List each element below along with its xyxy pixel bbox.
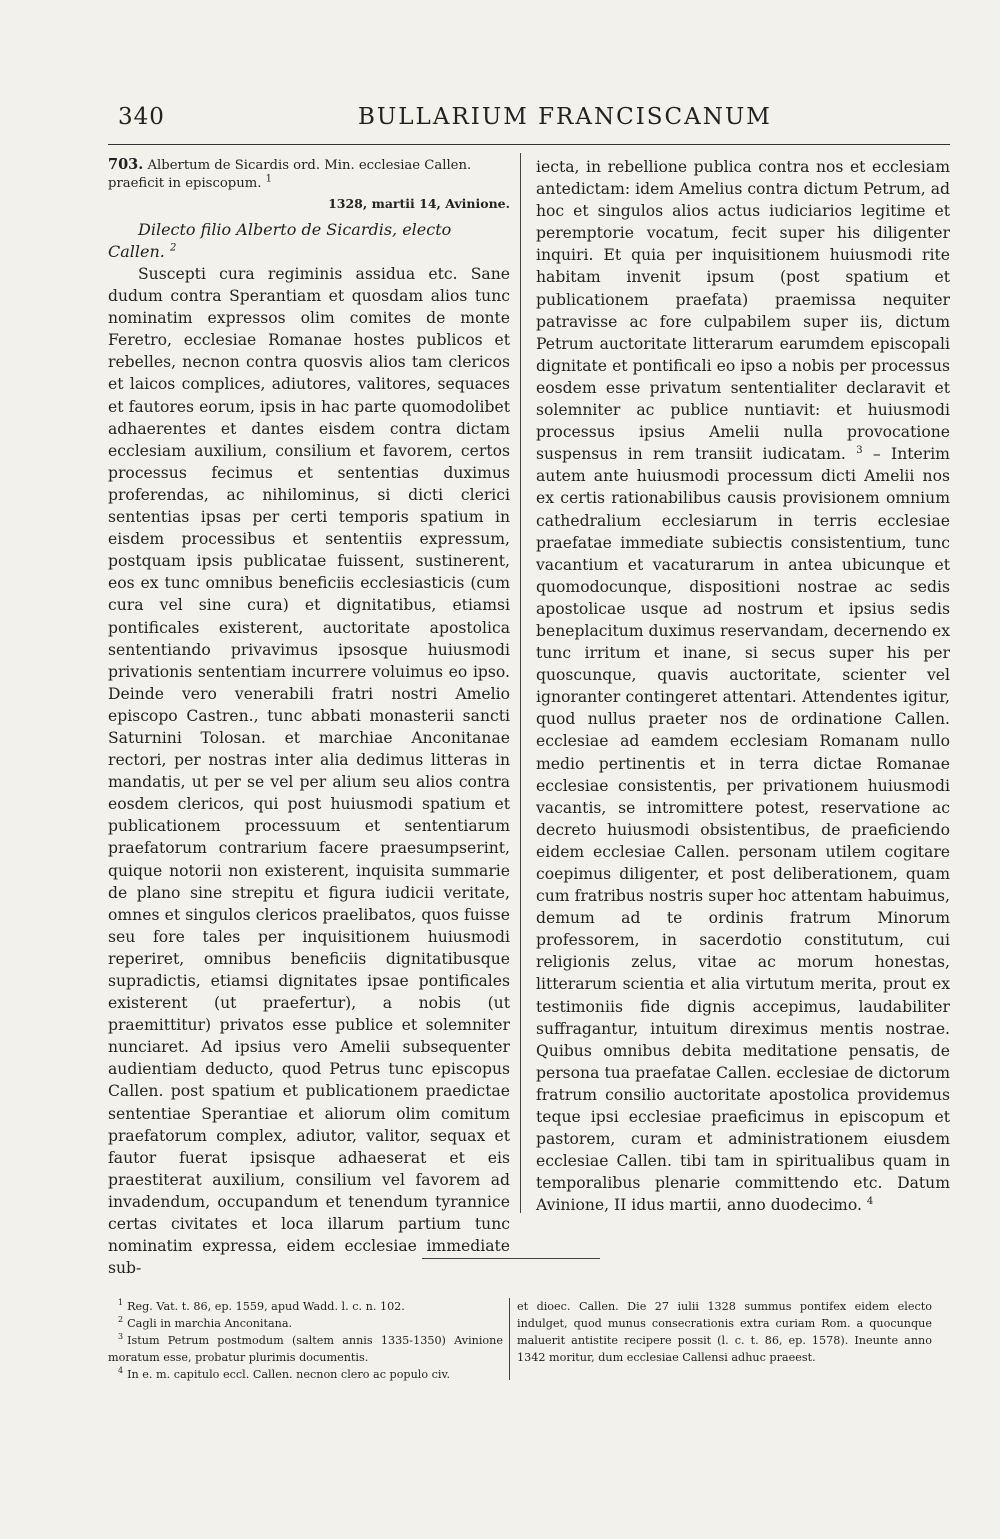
header-rule — [108, 144, 950, 145]
footnote-mark: 1 — [118, 1298, 124, 1308]
body-text-right — [536, 156, 950, 1217]
footnote-text: In e. m. capitulo eccl. Callen. necnon clero ac populo civ. — [127, 1368, 451, 1381]
footnote-text: Cagli in marchia Anconitana. — [127, 1317, 293, 1330]
body-text-right-part-2: – Interim autem ante huiusmodi processum dicti Amelii nos ex certis rationabilibus causis provisionem omnium cathedralium ecclesiarum in terris ecclesiae praefatae immediate subiectis consistentium, tunc vacantium et vacaturarum in antea ubicunque et quomodocunque, dispositioni nostrae ac sedis apostolicae usque ad nostrum et ipsius sedis beneplacitum duximus reservandam, decernendo ex tunc irritum et inane, si secus super his per quoscunque, quavis auctoritate, scienter vel ignoranter contingeret attentari. Attendentes igitur, quod nullus praeter nos de ordinatione Callen. ecclesiae ad eamdem ecclesiam Romanam nullo medio pertinentis et in terra dictae Romanae ecclesiae consistentis, per privationem huiusmodi vacantis, se intromittere potest, reservatione ac decreto huiusmodi obsistentibus, de praeficiendo eidem ecclesiae Callen. personam utilem cogitare coepimus diligenter, et post deliberationem, quam cum fratribus nostris super hoc attentam habuimus, demum ad te ordinis fratrum Minorum professorem, in sacerdotio constitutum, cui religionis zelus, vitae ac morum honestas, litterarum scientia et alia virtutum merita, prout ex testimoniis fide dignis accepimus, laudabiliter suffragantur, intuitum direximus mentis nostrae. Quibus omnibus debita meditatione pensatis, de persona tua praefatae Callen. ecclesiae de dictorum fratrum consilio auctoritate apostolica providemus teque ipsi ecclesiae praeficimus in episcopum et pastorem, curam et administrationem eiusdem ecclesiae Callen. tibi tam in spiritualibus quam in temporalibus plenarie committendo etc. Datum Avinione, II idus martii, anno duodecimo. — [536, 445, 950, 1215]
footnote-text: Reg. Vat. t. 86, ep. 1559, apud Wadd. l. c. n. 102. — [127, 1300, 405, 1313]
footnote-mark: 3 — [118, 1332, 124, 1342]
footnote-ref-4: 4 — [866, 1196, 874, 1208]
document-heading — [108, 156, 510, 193]
page-header — [108, 100, 948, 136]
document-date: 1328, martii 14, Avinione. — [328, 196, 510, 211]
footnote-mark: 4 — [118, 1366, 124, 1376]
footnote-column-rule — [509, 1298, 510, 1380]
footnote-1 — [108, 1298, 503, 1315]
footnotes-left — [108, 1298, 503, 1383]
footnote-text: Istum Petrum postmodum (saltem annis 1335-1350) Avinione moratum esse, probatur plurimis documentis. — [108, 1334, 503, 1364]
body-text-right-part-1: iecta, in rebellione publica contra nos et ecclesiam antedictam: idem Amelius contra dictum Petrum, ad hoc et singulos alios actus iudiciarios legitime et peremptorie vocatum, fecit super his diligenter inquiri. Et quia per inquisitionem huiusmodi rite habitam invenit ipsum (post spatium et publicationem praefata) praemissa nequiter patravisse ac fore culpabilem super iis, dictum Petrum auctoritate litterarum earumdem episcopali dignitate et pontificali eo ipso a nobis per processus eosdem esse privatum sententialiter declaravit et solemniter ac publice nuntiavit: et huiusmodi processus ipsius Amelii nulla provocatione suspensus in rem transiit iudicatam. — [536, 158, 950, 464]
document-address — [108, 219, 510, 263]
address-text: Dilecto filio Alberto de Sicardis, electo Callen. — [108, 220, 452, 261]
page-number: 340 — [118, 104, 165, 130]
footnote-ref-3: 3 — [856, 445, 863, 457]
document-description: Albertum de Sicardis ord. Min. ecclesiae Callen. praeficit in episcopum. — [108, 158, 472, 191]
footnote-ref-2: 2 — [169, 242, 177, 254]
footnotes-right: et dioec. Callen. Die 27 iulii 1328 summus pontifex eidem electo indulget, quod munus consecrationis extra curiam Rom. a quocunque maluerit antistite recipere possit (l. c. t. 86, ep. 1578). Ineunte anno 1342 moritur, dum ecclesiae Callensi adhuc praeest. — [517, 1300, 932, 1364]
body-text-left: Suscepti cura regiminis assidua etc. Sane dudum contra Sperantiam et quosdam alios tunc nominatim expressos olim comites de monte Feretro, ecclesiae Romanae hostes publicos et rebelles, necnon contra quosvis alios tam clericos et laicos complices, adiutores, valitores, sequaces et fautores eorum, ipsis in hac parte quomodolibet adhaerentes et dantes eisdem contra dictam ecclesiam auxilium, consilium et favorem, certos processus fecimus et sententias duximus proferendas, ac nihilominus, si dicti clerici sententias ipsas per certi temporis spatium in eisdem processibus et sententiis expressum, postquam ipsis publicatae fuissent, sustinerent, eos ex tunc omnibus beneficiis ecclesiasticis (cum cura vel sine cura) et dignitatibus, etiamsi pontificales existerent, auctoritate apostolica sententiando privavimus ipsosque huiusmodi privationis sententiam incurrere voluimus eo ipso. Deinde vero venerabili fratri nostri Amelio episcopo Castren., tunc abbati monasterii sancti Saturnini Tolosan. et marchiae Anconitanae rectori, per nostras inter alia dedimus litteras in mandatis, ut per se vel per alium seu alios contra eosdem clericos, qui post huiusmodi spatium et publicationem processuum et sententiarum praefatorum contrarium facere praesumpserint, quique notorii non existerent, inquisita summarie de plano sine strepitu et figura iudicii veritate, omnes et singulos clericos praelibatos, quos fuisse seu fore tales per inquisitionem huiusmodi reperiret, omnibus beneficiis dignitatibusque supradictis, etiamsi dignitates ipsae pontificales existerent (ut praefertur), a nobis (ut praemittitur) privatos esse publice et solemniter nunciaret. Ad ipsius vero Amelii subsequenter audientiam deducto, quod Petrus tunc episcopus Callen. post spatium et publicationem praedictae sententiae Sperantiae et aliorum olim comitum praefatorum complex, adiutor, valitor, sequax et fautor fuerat ipsisque adhaeserat et eis praestiterat auxilium, consilium vel favorem ad invadendum, occupandum et tenendum tyrannice certas civitates et loca illarum partium tunc nominatim expressa, eidem ecclesiae immediate sub- — [108, 265, 510, 1278]
column-rule — [520, 153, 521, 1213]
footnote-3 — [108, 1332, 503, 1366]
left-column — [108, 156, 510, 1279]
right-column — [536, 156, 950, 1217]
footnote-separator — [422, 1258, 600, 1259]
running-title: BULLARIUM FRANCISCANUM — [358, 104, 772, 130]
footnote-2 — [108, 1315, 503, 1332]
footnote-ref-1: 1 — [265, 173, 272, 185]
footnote-mark: 2 — [118, 1315, 124, 1325]
document-number: 703. — [108, 156, 144, 173]
footnote-4 — [108, 1366, 503, 1383]
